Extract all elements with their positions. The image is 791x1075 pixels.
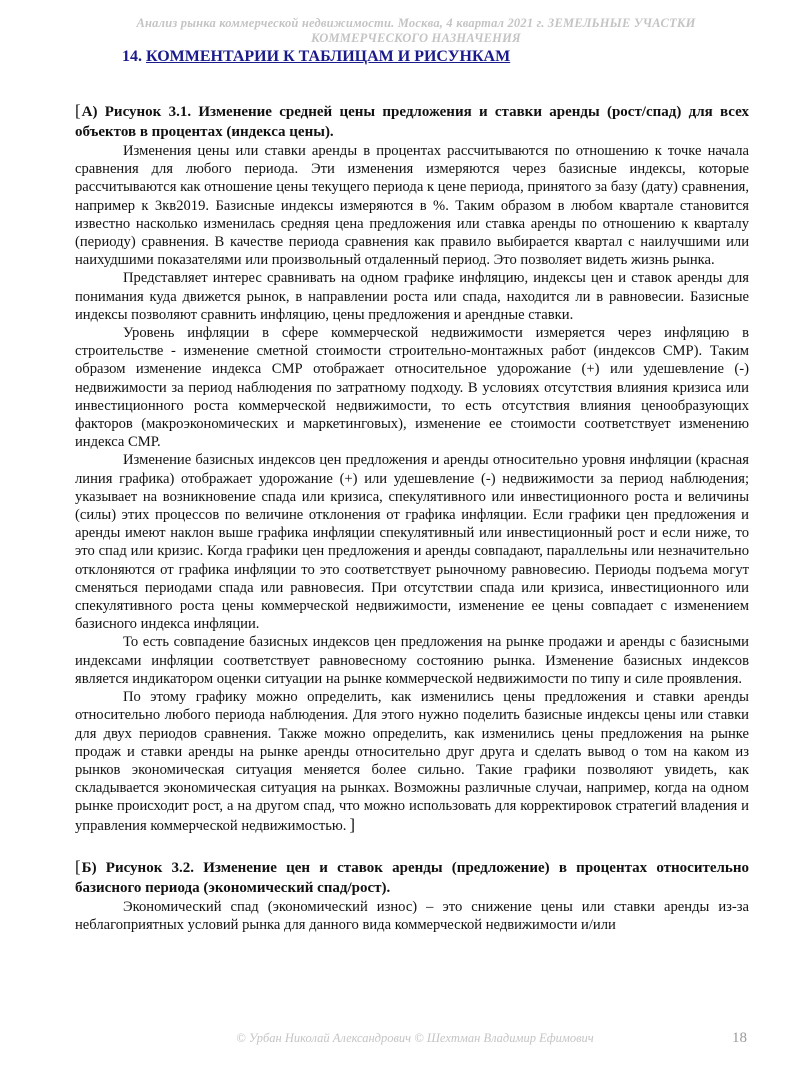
section-heading	[122, 47, 510, 67]
block-a-paragraph-4: Изменение базисных индексов цен предложения и аренды относительно уровня инфляции (красная линия графика) отображает удорожание (+) или удешевление (-) недвижимости за период наблюдения; указывает на возникновение спада или кризиса, спекулятивного или инвестиционного роста и величины (силы) этих процессов по величине отклонения от графика инфляции. Если графики цен предложения и аренды имеют наклон выше графика инфляции спекулятивный или инвестиционный рост и если ниже, то это спад или кризис. Когда графики цен предложения и аренды совпадают, параллельны или незначительно отклоняются от графика инфляции то это соответствует рыночному равновесию. Периоды подъема могут сменяться периодами спада или равновесия. При отсутствии спада или кризиса, инвестиционного или спекулятивного роста цены коммерческой недвижимости, изменение ее цены совпадает с изменением базисного индекса инфляции.	[75, 452, 749, 633]
block-spacer	[75, 835, 749, 857]
block-b-open-bracket: [	[75, 856, 81, 876]
block-b-heading-text: Б) Рисунок 3.2. Изменение цен и ставок аренды (предложение) в процентах относительно базисного периода (экономический спад/рост).	[75, 859, 749, 896]
content-body	[75, 101, 749, 934]
running-header: Анализ рынка коммерческой недвижимости. Москва, 4 квартал 2021 г. ЗЕМЕЛЬНЫЕ УЧАСТКИ КОММЕРЧЕСКОГО НАЗНАЧЕНИЯ	[136, 16, 696, 45]
block-a-paragraph-3: Уровень инфляции в сфере коммерческой недвижимости измеряется через инфляцию в строительстве - изменение сметной стоимости строительно-монтажных работ (индексов СМР). Таким образом изменение индекса СМР отображает относительное удорожание (+) или удешевление (-) недвижимости за период наблюдения по затратному подходу. В условиях отсутствия влияния кризиса или инвестиционного роста коммерческой недвижимости, то есть отсутствия влияния ценообразующих факторов (макроэкономических и маркетинговых), изменение ее стоимости соответствует изменению индекса СМР.	[75, 325, 749, 451]
block-a-paragraph-6-text: По этому графику можно определить, как изменились цены предложения и ставки аренды относительно любого периода наблюдения. Для этого нужно поделить базисные индексы цены или ставки для двух периодов сравнения. Также можно определить, как изменились цены предложения на рынке продаж и ставки аренды на рынке аренды относительно друг друга и сделать вывод о том на каком из рынков экономическая ситуация меняется более сильно. Такие графики позволяют увидеть, как складывается экономическая ситуация на рынках. Возможны различные случаи, например, когда на одном рынке происходит рост, а на другом спад, что можно использовать для корректировок стратегий владения и управления коммерческой недвижимостью.	[75, 689, 749, 834]
block-a-close-bracket: ]	[349, 814, 356, 834]
block-b-paragraph-1: Экономический спад (экономический износ) – это снижение цены или ставки аренды из-за неблагоприятных условий рынка для данного вида коммерческой недвижимости и/или	[75, 898, 749, 933]
block-b-heading	[75, 857, 749, 898]
block-a-paragraph-1: Изменения цены или ставки аренды в процентах рассчитываются по отношению к точке начала сравнения для любого периода. Эти изменения измеряются через базисные индексы, которые рассчитываются как отношение цены текущего периода к цене периода, принятого за базу (дату) сравнения, например к 3кв2019. Базисные индексы измеряются в %. Таким образом в любом квартале становится известно насколько изменилась средняя цена предложения или ставка аренды по отношению к кварталу (периоду) сравнения. В качестве периода сравнения как правило выбирается квартал с наилучшими или наихудшими показателями или произвольный отдаленный период. Это позволяет видеть жизнь рынка.	[75, 143, 749, 269]
footer-authors: © Урбан Николай Александрович © Шехтман Владимир Ефимович	[236, 1031, 594, 1045]
section-number: 14.	[122, 48, 142, 65]
block-a-heading-text: А) Рисунок 3.1. Изменение средней цены предложения и ставки аренды (рост/спад) для всех объектов в процентах (индекса цены).	[75, 104, 749, 140]
block-a-paragraph-6	[75, 688, 749, 835]
block-a-heading	[75, 101, 749, 142]
section-title-link[interactable]: КОММЕНТАРИИ К ТАБЛИЦАМ И РИСУНКАМ	[146, 48, 511, 65]
block-a-open-bracket: [	[75, 101, 81, 120]
page-number: 18	[732, 1030, 747, 1046]
block-a-paragraph-5: То есть совпадение базисных индексов цен предложения на рынке продажи и аренды с базисными индексами инфляции соответствует равновесному состоянию рынка. Изменение базисных индексов является индикатором оценки ситуации на рынке коммерческой недвижимости по типу и силе проявления.	[75, 634, 749, 687]
block-a-paragraph-2: Представляет интерес сравнивать на одном графике инфляцию, индексы цен и ставок аренды для понимания куда движется рынок, в направлении роста или спада, находится ли в равновесии. Базисные индексы позволяют сравнить инфляцию, цены предложения и арендные ставки.	[75, 270, 749, 323]
